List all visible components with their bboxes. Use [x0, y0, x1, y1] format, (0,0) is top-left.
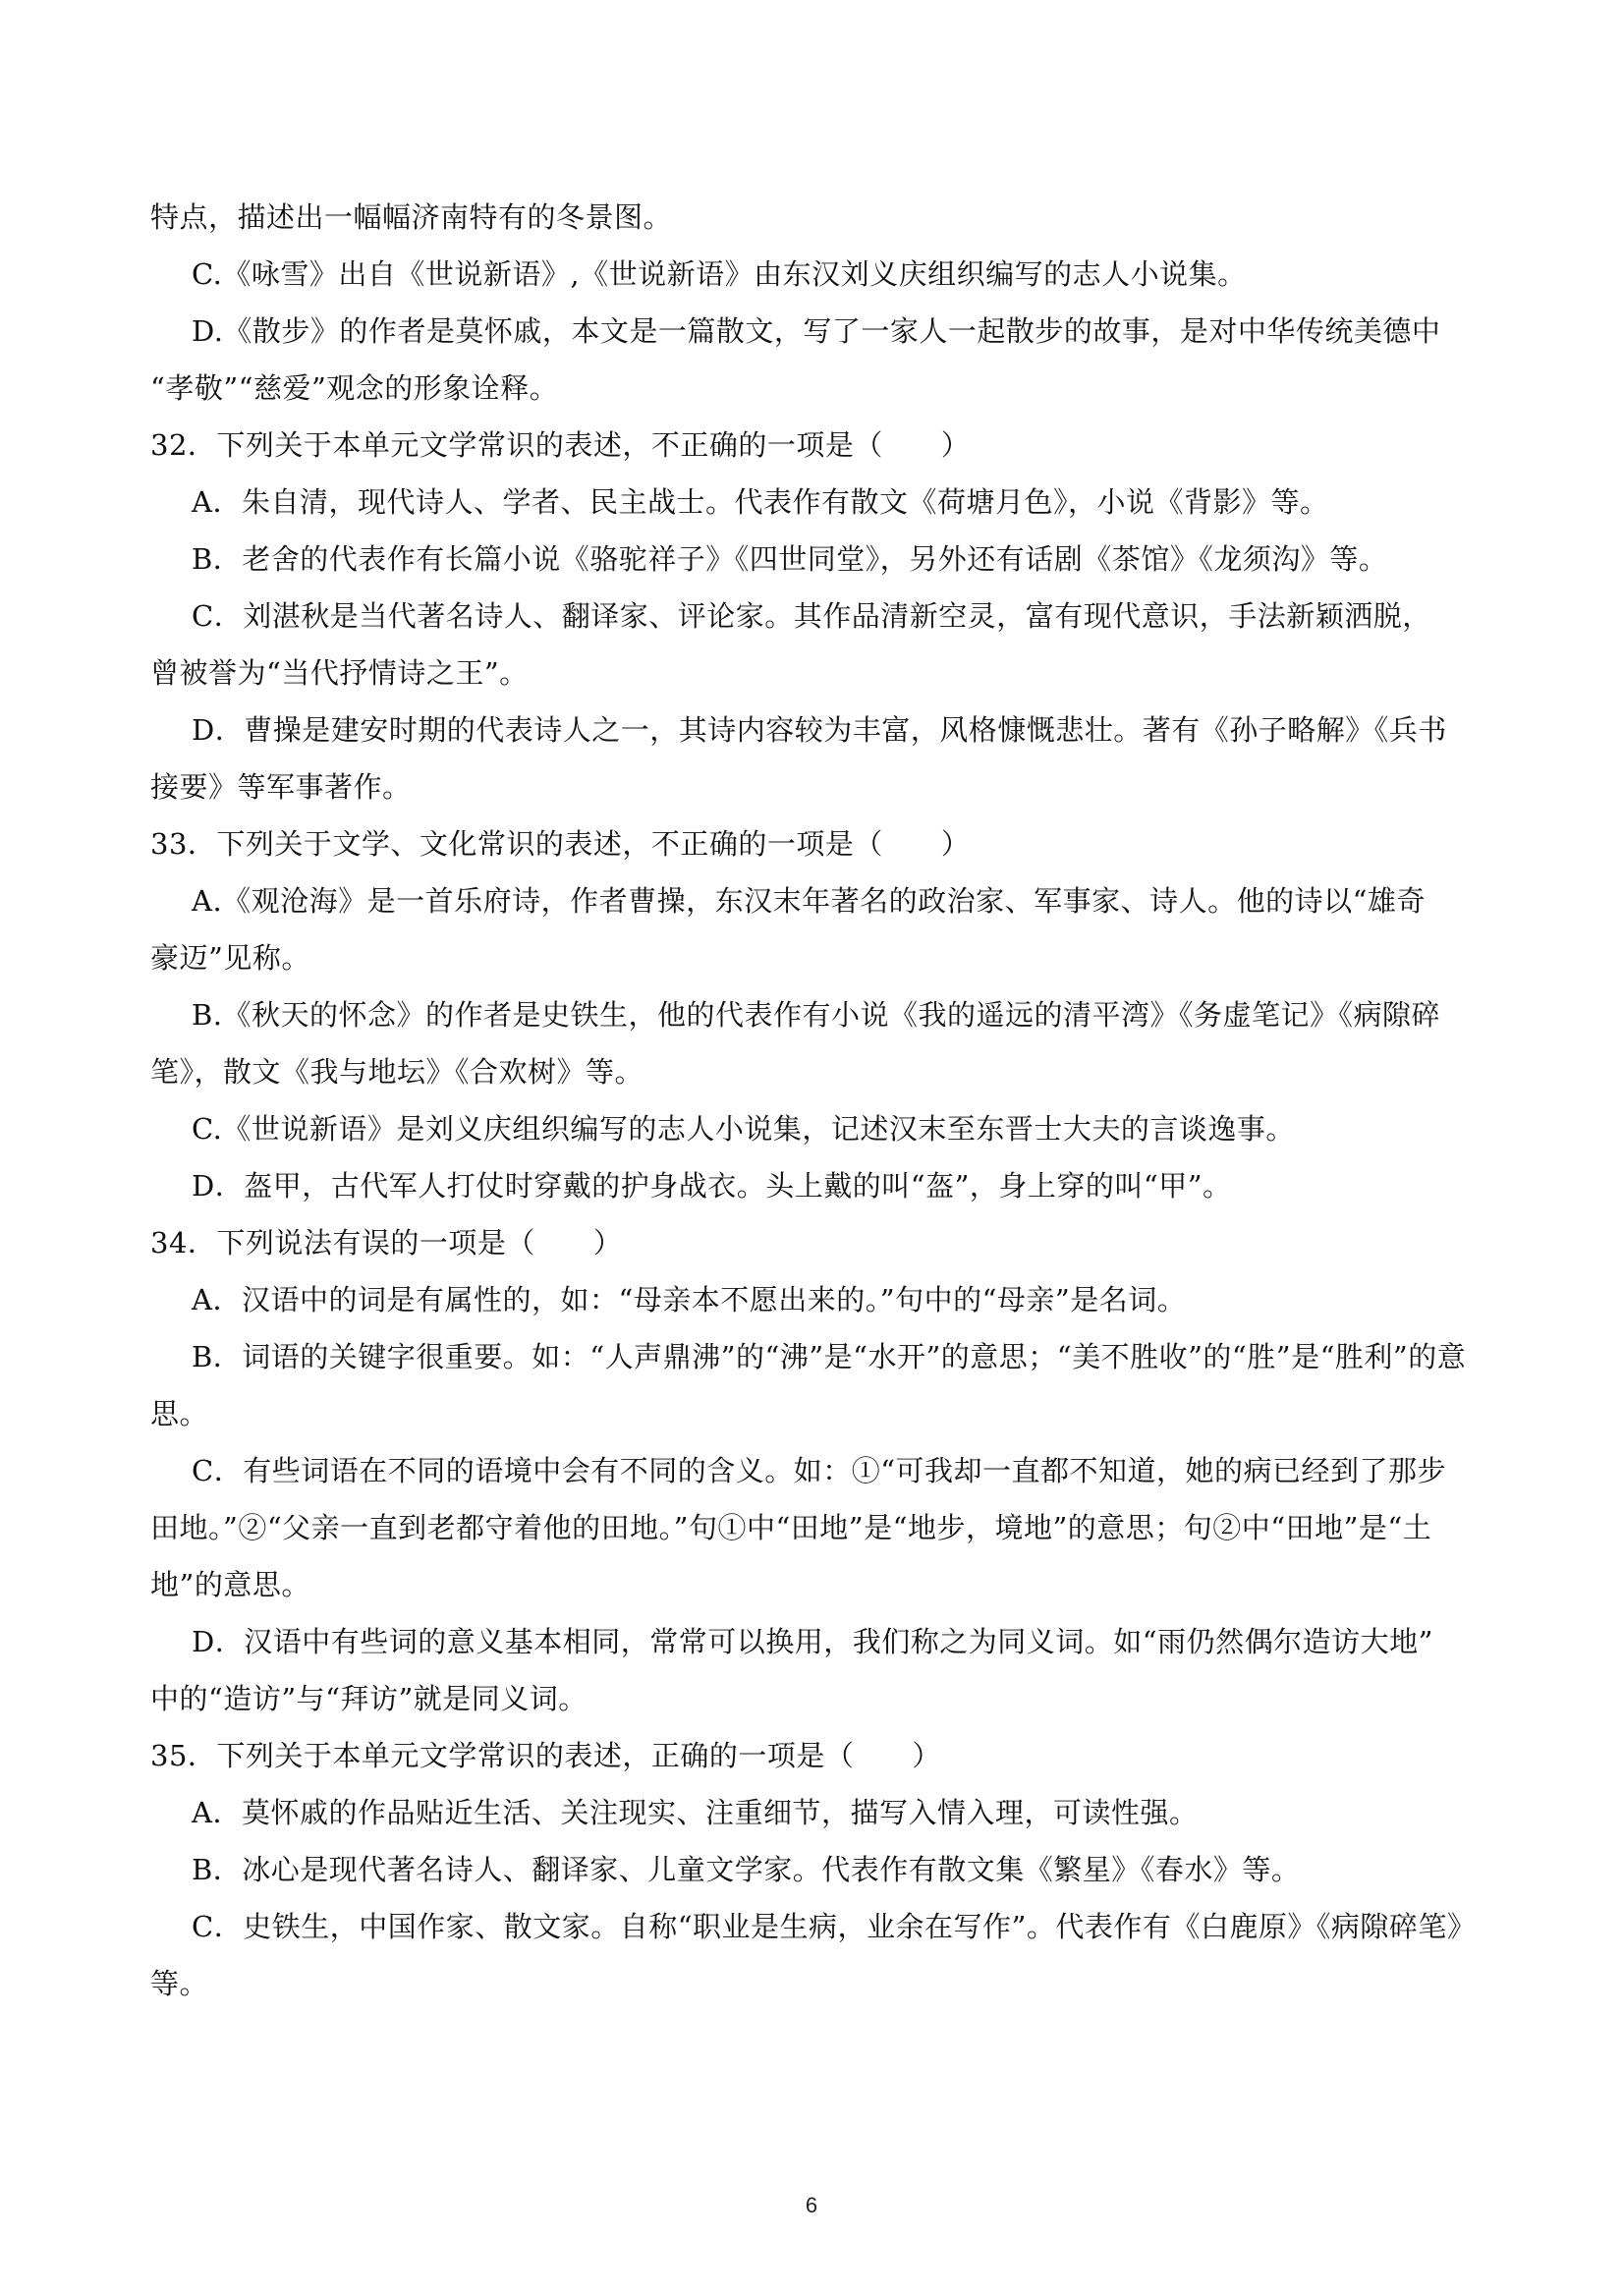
question-34-option-a: A．汉语中的词是有属性的，如：“母亲本不愿出来的。”句中的“母亲”是名词。: [192, 1283, 1187, 1316]
question-34-option-d: D．汉语中有些词的意义基本相同，常常可以换用，我们称之为同义词。如“雨仍然偶尔造访大地”: [192, 1625, 1433, 1658]
question-33-option-b: B.《秋天的怀念》的作者是史铁生，他的代表作有小说《我的遥远的清平湾》《务虚笔记》《病隙碎: [192, 998, 1441, 1032]
question-33-option-a-cont: 豪迈”见称。: [150, 941, 310, 975]
question-32-option-d: D．曹操是建安时期的代表诗人之一，其诗内容较为丰富，风格慷慨悲壮。著有《孙子略解》《兵书: [192, 713, 1447, 747]
question-34-option-b-cont: 思。: [150, 1397, 209, 1430]
page-number: 6: [805, 2193, 818, 2217]
question-33-option-d: D．盔甲，古代军人打仗时穿戴的护身战衣。头上戴的叫“盔”，身上穿的叫“甲”。: [192, 1169, 1232, 1203]
question-32-title: 32．下列关于本单元文学常识的表述，不正确的一项是（ ）: [150, 428, 971, 462]
question-34-title: 34．下列说法有误的一项是（ ）: [150, 1226, 623, 1260]
question-34-option-d-cont: 中的“造访”与“拜访”就是同义词。: [150, 1682, 588, 1715]
question-33-option-a: A.《观沧海》是一首乐府诗，作者曹操，东汉末年著名的政治家、军事家、诗人。他的诗以“雄奇: [192, 884, 1426, 918]
question-35-option-c: C．史铁生，中国作家、散文家。自称“职业是生病，业余在写作”。代表作有《白鹿原》《病隙碎笔》: [192, 1910, 1477, 1943]
option-d-line: D.《散步》的作者是莫怀戚，本文是一篇散文，写了一家人一起散步的故事，是对中华传统美德中: [192, 314, 1441, 348]
text-line: 特点，描述出一幅幅济南特有的冬景图。: [150, 200, 673, 234]
text-line: “孝敬”“慈爱”观念的形象诠释。: [150, 371, 559, 405]
question-35-option-b: B．冰心是现代著名诗人、翻译家、儿童文学家。代表作有散文集《繁星》《春水》等。: [192, 1853, 1301, 1886]
question-35-option-c-cont: 等。: [150, 1967, 209, 2000]
question-33-title: 33．下列关于文学、文化常识的表述，不正确的一项是（ ）: [150, 827, 971, 861]
question-34-option-b: B．词语的关键字很重要。如：“人声鼎沸”的“沸”是“水开”的意思；“美不胜收”的“胜”是“胜利”的意: [192, 1340, 1467, 1373]
question-33-option-c: C.《世说新语》是刘义庆组织编写的志人小说集，记述汉末至东晋士大夫的言谈逸事。: [192, 1112, 1295, 1146]
question-32-option-c-cont: 曾被誉为“当代抒情诗之王”。: [150, 656, 529, 690]
option-c-line: C.《咏雪》出自《世说新语》,《世说新语》由东汉刘义庆组织编写的志人小说集。: [192, 257, 1247, 291]
page-content: [150, 189, 1486, 2012]
question-34-option-c: C．有些词语在不同的语境中会有不同的含义。如：①“可我却一直都不知道，她的病已经到了那步: [192, 1454, 1447, 1487]
question-35-option-a: A．莫怀戚的作品贴近生活、关注现实、注重细节，描写入情入理，可读性强。: [192, 1796, 1199, 1829]
question-34-option-c-cont-2: 地”的意思。: [150, 1568, 310, 1601]
question-32-option-c: C．刘湛秋是当代著名诗人、翻译家、评论家。其作品清新空灵，富有现代意识，手法新颖洒脱，: [192, 599, 1431, 633]
question-35-title: 35．下列关于本单元文学常识的表述，正确的一项是（ ）: [150, 1739, 941, 1772]
question-32-option-a: A．朱自清，现代诗人、学者、民主战士。代表作有散文《荷塘月色》，小说《背影》等。: [192, 485, 1329, 519]
question-32-option-d-cont: 接要》等军事著作。: [150, 770, 412, 804]
question-33-option-b-cont: 笔》，散文《我与地坛》《合欢树》等。: [150, 1055, 644, 1089]
question-34-option-c-cont: 田地。”②“父亲一直到老都守着他的田地。”句①中“田地”是“地步，境地”的意思；句②中“田地”是“土: [150, 1511, 1432, 1544]
question-32-option-b: B．老舍的代表作有长篇小说《骆驼祥子》《四世同堂》，另外还有话剧《茶馆》《龙须沟》等。: [192, 542, 1388, 576]
